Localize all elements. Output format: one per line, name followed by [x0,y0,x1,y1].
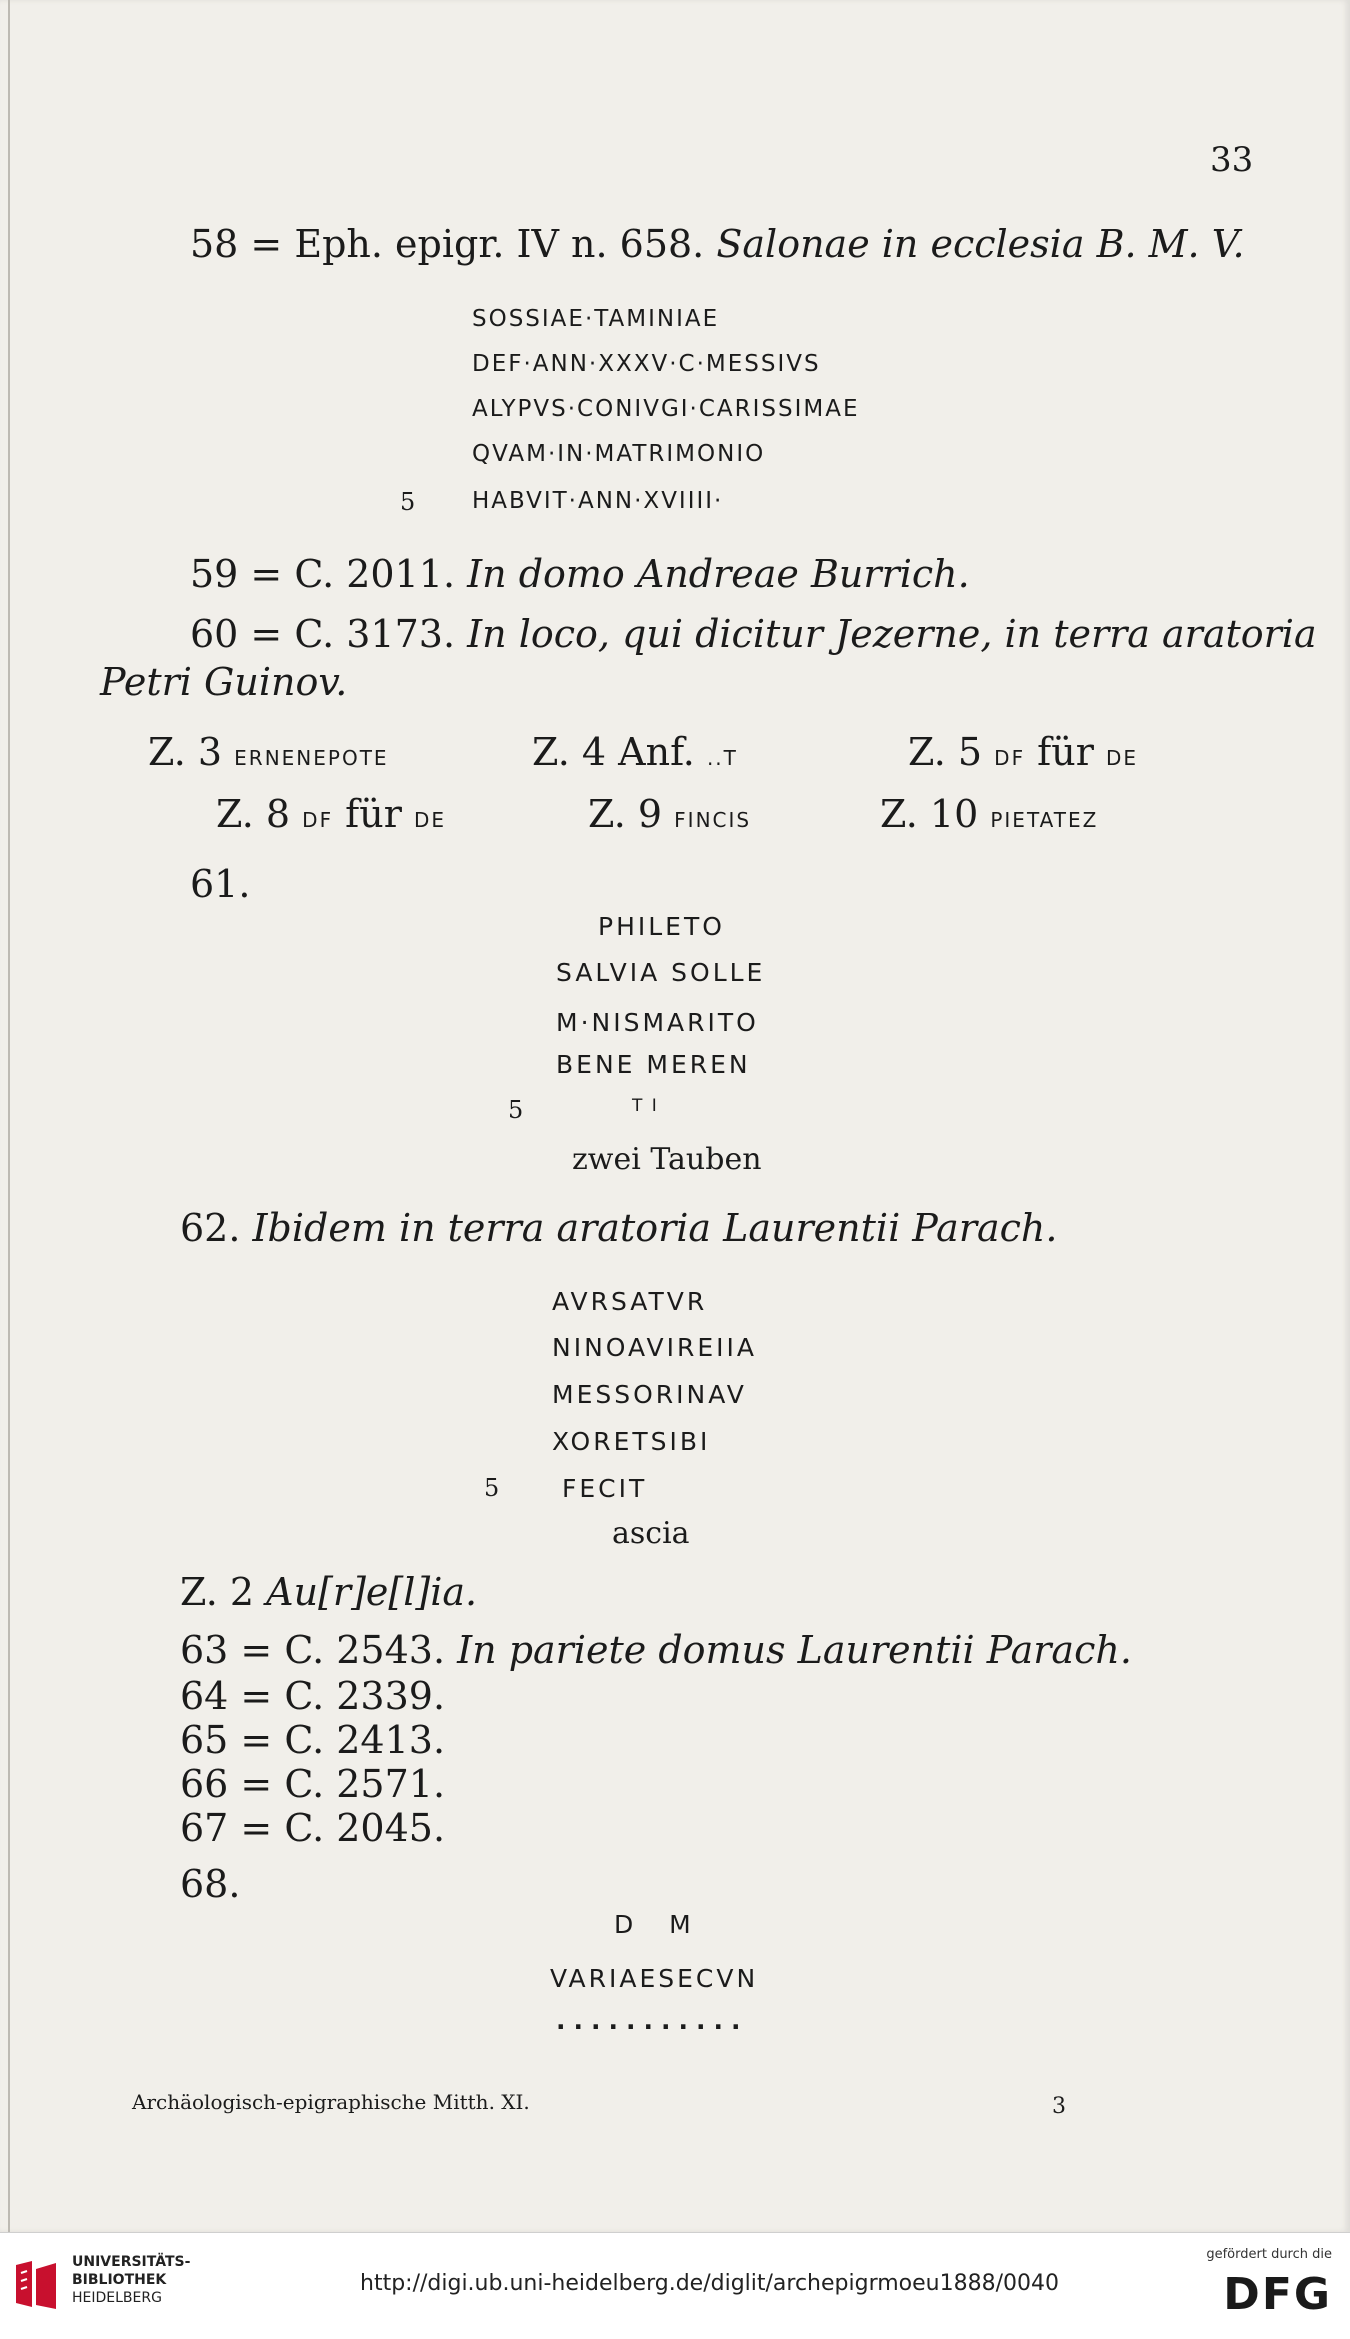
entry-58-heading [190,222,1245,266]
inscription-62-line-1: AVRSATVR [552,1287,708,1316]
inscription-58-line-1: SOSSIAE·TAMINIAE [472,306,720,332]
entry-63-ref: 63 = C. 2543. [180,1628,446,1672]
inscription-62-caption: ascia [612,1516,690,1551]
entry-62-place: Ibidem in terra aratoria Laurentii Parach. [252,1206,1058,1250]
entry-61-heading: 61. [190,862,251,906]
entry-66: 66 = C. 2571. [180,1762,446,1806]
signature-mark: 3 [1052,2094,1066,2119]
inscription-61-line-number: 5 [508,1096,524,1124]
inscription-62-line-2: NINOAVIREIIA [552,1333,758,1362]
uni-line-3: HEIDELBERG [72,2290,162,2306]
note-z8 [216,792,446,836]
inscription-58-line-3: ALYPVS·CONIVGI·CARISSIMAE [472,396,860,422]
inscription-68-line-1: D M [614,1910,694,1939]
journal-footer: Archäologisch-epigraphische Mitth. XI. [132,2090,530,2114]
note-z8-label: Z. 8 [216,792,291,836]
note-z4-value: ..T [706,746,738,770]
entry-65: 65 = C. 2413. [180,1718,446,1762]
entry-62-note-value: Au[r]e[l]ia. [266,1570,478,1614]
entry-62-heading [180,1206,1057,1250]
entry-59 [190,552,970,596]
entry-58-place: Salonae in ecclesia B. M. V. [716,222,1245,266]
entry-64: 64 = C. 2339. [180,1674,446,1718]
note-z9-value: FINCIS [674,808,752,832]
note-z10-value: PIETATEZ [990,808,1099,832]
inscription-62-line-number: 5 [484,1474,500,1502]
entry-62-note [180,1570,477,1614]
inscription-62-line-5: FECIT [562,1474,648,1503]
note-z3-label: Z. 3 [148,730,223,774]
note-z8-b: für [345,792,402,836]
entry-60-place: In loco, qui dicitur Jezerne, in terra aratoria [467,612,1317,656]
note-z3-value: ERNENEPOTE [234,746,389,770]
viewer-footer [0,2232,1350,2339]
note-z5-a: DF [994,746,1026,770]
university-library-name[interactable] [72,2253,190,2307]
entry-60-place-2: Petri Guinov. [100,660,348,704]
entry-63-place: In pariete domus Laurentii Parach. [457,1628,1132,1672]
note-z5-c: DE [1105,746,1139,770]
inscription-62-line-3: MESSORINAV [552,1380,747,1409]
uni-line-1: UNIVERSITÄTS- [72,2254,191,2270]
inscription-68-line-3: ........... [556,2006,749,2035]
note-z5-b: für [1037,730,1094,774]
entry-59-ref: 59 = C. 2011. [190,552,456,596]
inscription-61-caption: zwei Tauben [572,1142,762,1177]
entry-59-place: In domo Andreae Burrich. [467,552,970,596]
note-z8-a: DF [302,808,334,832]
note-z9 [588,792,751,836]
note-z4-label: Z. 4 Anf. [532,730,695,774]
note-z8-c: DE [413,808,447,832]
entry-63 [180,1628,1132,1672]
entry-67: 67 = C. 2045. [180,1806,446,1850]
entry-58-ref: 58 = Eph. epigr. IV n. 658. [190,222,705,266]
inscription-58-line-2: DEF·ANN·XXXV·C·MESSIVS [472,351,821,377]
note-z9-label: Z. 9 [588,792,663,836]
note-z5-label: Z. 5 [908,730,983,774]
note-z5 [908,730,1138,774]
entry-60-place-continued [100,660,347,704]
note-z3 [148,730,389,774]
entry-60 [190,612,1317,656]
dfg-logo[interactable]: DFG [1223,2269,1332,2320]
inscription-58-line-4: QVAM·IN·MATRIMONIO [472,441,766,467]
entry-60-ref: 60 = C. 3173. [190,612,456,656]
permalink-url[interactable]: http://digi.ub.uni-heidelberg.de/diglit/archepigrmoeu1888/0040 [360,2271,1059,2296]
inscription-68-line-2: VARIAESECVN [550,1964,759,1993]
university-library-logo-icon[interactable] [12,2257,60,2313]
funded-by-label: gefördert durch die [1206,2247,1332,2262]
note-z10 [880,792,1098,836]
entry-68-heading: 68. [180,1862,241,1906]
inscription-61-line-2: SALVIA SOLLE [556,958,766,987]
entry-62-ref: 62. [180,1206,241,1250]
note-z4 [532,730,738,774]
inscription-58-line-number: 5 [400,488,416,516]
inscription-62-line-4: XORETSIBI [552,1427,711,1456]
entry-62-note-label: Z. 2 [180,1570,255,1614]
uni-line-2: BIBLIOTHEK [72,2272,167,2288]
page-number: 33 [1210,140,1254,180]
inscription-61-line-4: BENE MEREN [556,1050,751,1079]
note-z10-label: Z. 10 [880,792,979,836]
inscription-61-line-3: M·NISMARITO [556,1008,759,1037]
inscription-61-line-1: PHILETO [598,912,725,941]
inscription-61-line-5: T I [632,1096,659,1116]
inscription-58-line-5: HABVIT·ANN·XVIIII· [472,488,724,514]
page-edge [8,0,10,2232]
